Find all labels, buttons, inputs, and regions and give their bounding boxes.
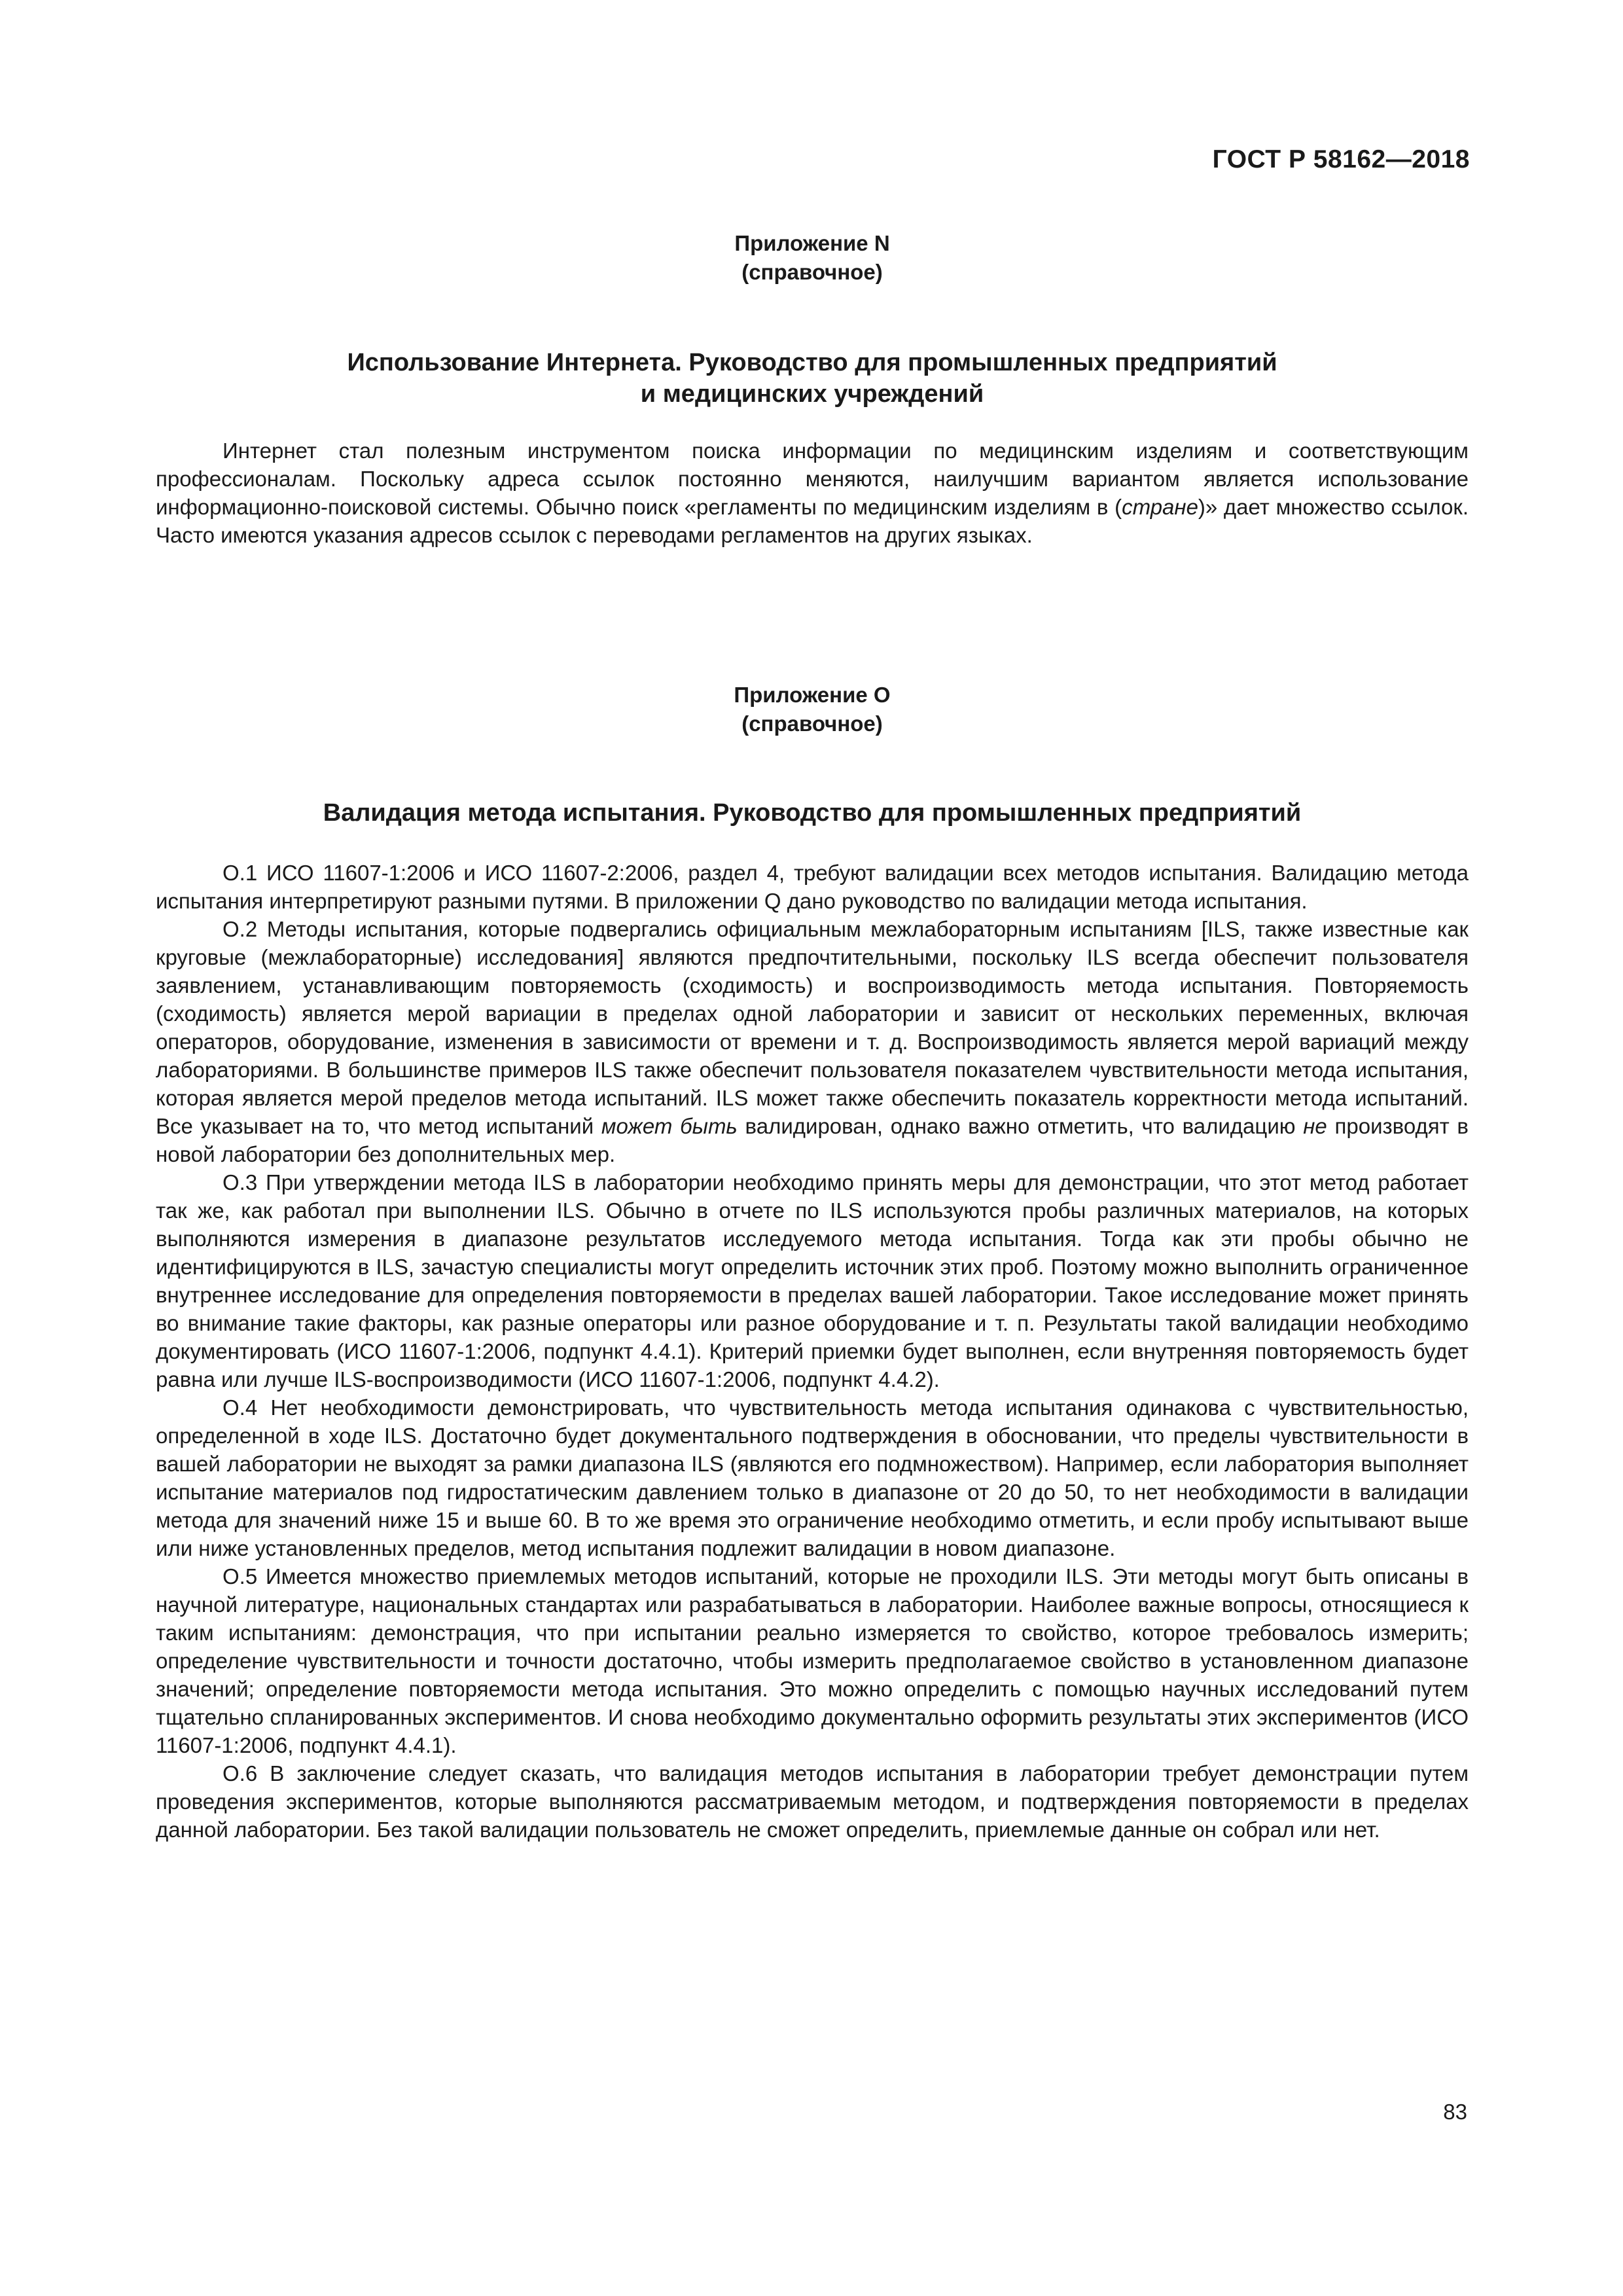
annex-o-title: Валидация метода испытания. Руководство для промышленных предприятий <box>323 799 1302 827</box>
annex-n-title <box>156 347 1469 410</box>
annex-o-body <box>156 859 1469 1844</box>
annex-o-label: Приложение О <box>734 683 891 707</box>
paragraph-o2-italic2: не <box>1303 1114 1327 1138</box>
paragraph-o2-italic1: может быть <box>601 1114 738 1138</box>
paragraph-o1-text: ИСО 11607-1:2006 и ИСО 11607-2:2006, раздел 4, требуют валидации всех методов испытания. Валидацию метода испытания интерпретируют разными путями. В приложении Q дано руководство по валидации метода испытания. <box>156 861 1469 913</box>
paragraph-o2 <box>156 915 1469 1168</box>
paragraph-o5 <box>156 1562 1469 1759</box>
annex-o-section <box>156 681 1469 738</box>
paragraph-o2-number: О.2 <box>223 917 267 941</box>
paragraph-o1-number: О.1 <box>223 861 267 885</box>
standard-code: ГОСТ Р 58162—2018 <box>1212 145 1470 173</box>
annex-o-title-block <box>156 797 1469 829</box>
page-number: 83 <box>1443 2100 1467 2124</box>
paragraph-o2-text-part1: Методы испытания, которые подвергались официальным межлабораторным испытаниям [ILS, также известные как круговые (межлабораторные) исследования] являются предпочтительными, поскольку ILS всегда обеспечит пользователя заявлением, устанавливающим повторяемость (сходимость) и воспроизводимость метода испытания. Повторяемость (сходимость) является мерой вариации в пределах одной лаборатории и зависит от нескольких переменных, включая операторов, оборудование, изменения в зависимости от времени и т. д. Воспроизводимость является мерой вариаций между лабораториями. В большинстве примеров ILS также обеспечит пользователя показателем чувствительности метода испытания, которая является мерой пределов метода испытаний. ILS может также обеспечить показатель корректности метода испытаний. Все указывает на то, что метод испытаний <box>156 917 1469 1138</box>
paragraph-o3-number: О.3 <box>223 1170 266 1194</box>
annex-n-title-line2: и медицинских учреждений <box>640 380 984 408</box>
paragraph-o4-number: О.4 <box>223 1395 271 1420</box>
paragraph-o6 <box>156 1759 1469 1844</box>
paragraph-o2-text-part3: производят в новой лаборатории без дополнительных мер. <box>156 1114 1469 1166</box>
annex-n-text-italic: стране <box>1122 495 1198 519</box>
annex-n-paragraph <box>156 437 1469 549</box>
annex-n-title-line1: Использование Интернета. Руководство для промышленных предприятий <box>347 349 1277 376</box>
annex-n-body <box>156 437 1469 549</box>
annex-n-status: (справочное) <box>741 260 883 284</box>
paragraph-o6-text: В заключение следует сказать, что валидация методов испытания в лаборатории требует демонстрации путем проведения экспериментов, которые выполняются рассматриваемым методом, и подтверждения повторяемости в пределах данной лаборатории. Без такой валидации пользователь не сможет определить, приемлемые данные он собрал или нет. <box>156 1761 1469 1842</box>
paragraph-o4-text: Нет необходимости демонстрировать, что чувствительность метода испытания одинакова с чувствительностью, определенной в ходе ILS. Достаточно будет документального подтверждения в обосновании, что пределы чувствительности в вашей лаборатории не выходят за рамки диапазона ILS (являются его подмножеством). Например, если лаборатория выполняет испытание материалов под гидростатическим давлением только в диапазоне от 20 до 50, то нет необходимости в валидации метода для значений ниже 15 и выше 60. В то же время это ограничение необходимо отметить, и если пробу испытывают выше или ниже установленных пределов, метод испытания подлежит валидации в новом диапазоне. <box>156 1395 1469 1560</box>
paragraph-o5-number: О.5 <box>223 1564 266 1588</box>
paragraph-o2-text-part2: валидирован, однако важно отметить, что валидацию <box>737 1114 1304 1138</box>
paragraph-o3 <box>156 1168 1469 1393</box>
paragraph-o6-number: О.6 <box>223 1761 270 1785</box>
paragraph-o5-text: Имеется множество приемлемых методов испытаний, которые не проходили ILS. Эти методы могут быть описаны в научной литературе, национальных стандартах или разрабатываться в лаборатории. Наиболее важные вопросы, относящиеся к таким испытаниям: демонстрация, что при испытании реально измеряется то свойство, которое требовалось измерить; определение чувствительности и точности достаточно, чтобы измерить предполагаемое свойство в установленном диапазоне значений; определение повторяемости метода испытания. Это можно определить с помощью научных исследований путем тщательно спланированных экспериментов. И снова необходимо документально оформить результаты этих экспериментов (ИСО 11607-1:2006, подпункт 4.4.1). <box>156 1564 1469 1757</box>
paragraph-o3-text: При утверждении метода ILS в лаборатории необходимо принять меры для демонстрации, что этот метод работает так же, как работал при выполнении ILS. Обычно в отчете по ILS используются пробы различных материалов, на которых выполняются измерения в диапазоне результатов исследуемого метода испытания. Тогда как эти пробы обычно не идентифицируются в ILS, зачастую специалисты могут определить источник этих проб. Поэтому можно выполнить ограниченное внутреннее исследование для определения повторяемости в пределах вашей лаборатории. Такое исследование может принять во внимание такие факторы, как разные операторы или разное оборудование и т. п. Результаты такой валидации необходимо документировать (ИСО 11607-1:2006, подпункт 4.4.1). Критерий приемки будет выполнен, если внутренняя повторяемость будет равна или лучше ILS-воспроизводимости (ИСО 11607-1:2006, подпункт 4.4.2). <box>156 1170 1469 1391</box>
annex-n-section <box>156 229 1469 287</box>
annex-n-label: Приложение N <box>734 231 890 255</box>
annex-n-text-part1: Интернет стал полезным инструментом поиска информации по медицинским изделиям и соответствующим профессионалам. Поскольку адреса ссылок постоянно меняются, наилучшим вариантом является использование информационно-поисковой системы. Обычно поиск «регламенты по медицинским изделиям в ( <box>156 439 1469 519</box>
annex-n-text-part2: )» дает множество ссылок. Часто имеются указания адресов ссылок с переводами регламентов на других языках. <box>156 495 1469 547</box>
annex-o-status: (справочное) <box>741 711 883 736</box>
paragraph-o1 <box>156 859 1469 915</box>
paragraph-o4 <box>156 1393 1469 1562</box>
